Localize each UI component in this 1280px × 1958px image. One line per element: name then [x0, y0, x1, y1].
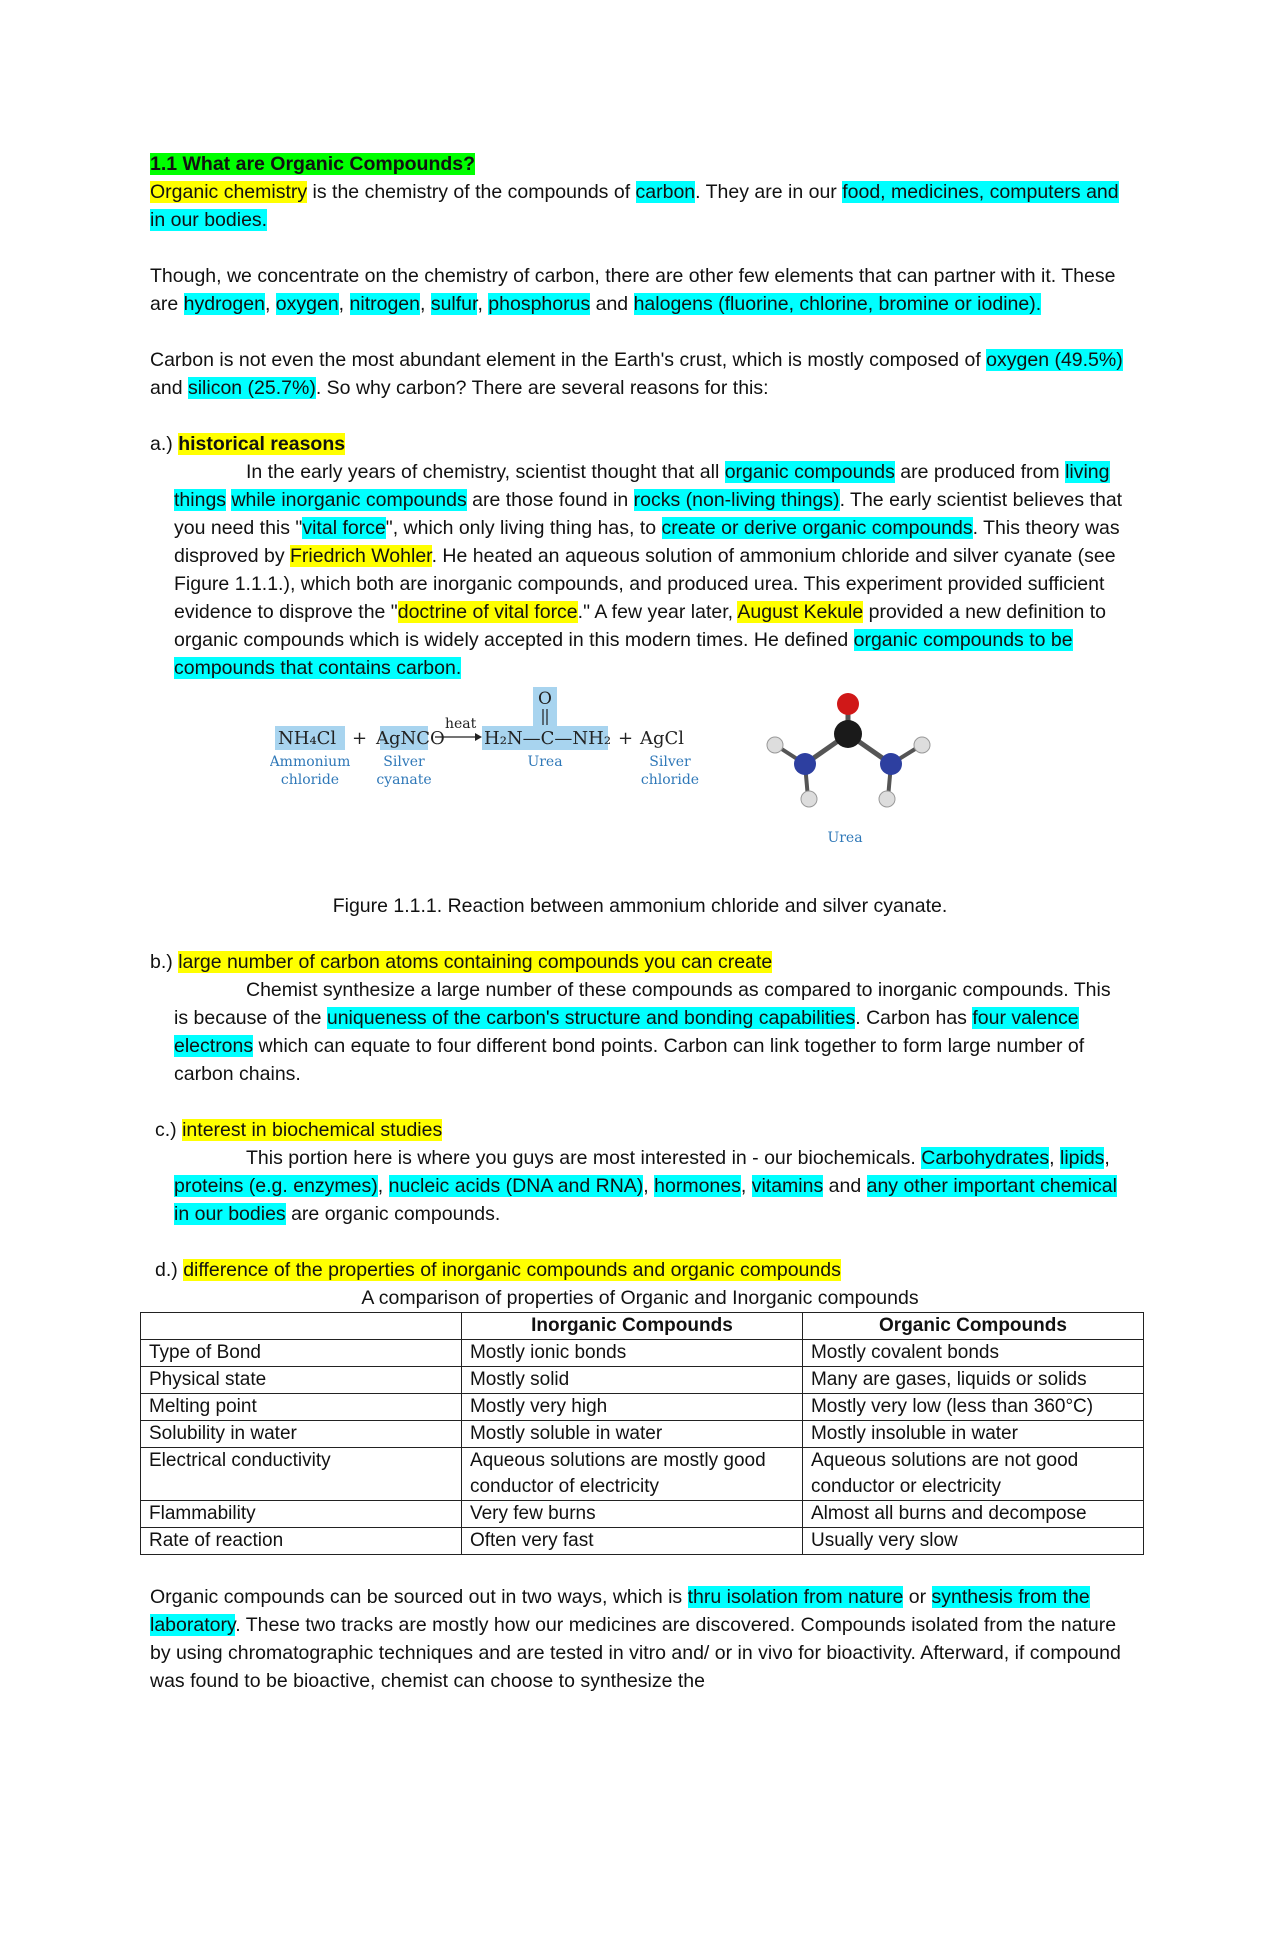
plus-sign: + [618, 728, 634, 749]
cyanate-label: cyanate [376, 772, 432, 788]
hydrogen-atom [767, 737, 783, 753]
text: , [477, 293, 489, 315]
text: . These two tracks are mostly how our medicines are discovered. Compounds isolated from the nature by using chromatographic techniques and are tested in vitro and/ or in vivo for bioactivity. Afterward, if compound was found to be bioactive, chemist can choose to synthesize the [150, 1614, 1121, 1692]
oxygen-atom [837, 693, 859, 715]
text: , [377, 1175, 389, 1197]
highlight-isolation: thru isolation from nature [687, 1586, 904, 1608]
text: Carbon is not even the most abundant element in the Earth's crust, which is mostly composed of [150, 349, 987, 371]
text: . So why carbon? There are several reasons for this: [315, 377, 769, 399]
section-heading [150, 150, 1130, 178]
table-cell: Physical state [141, 1367, 462, 1394]
highlight: vitamins [751, 1175, 824, 1197]
highlight: living things [174, 461, 1110, 511]
table-cell: Mostly insoluble in water [802, 1421, 1143, 1448]
table-row [141, 1394, 1144, 1421]
table-cell: Mostly covalent bonds [802, 1340, 1143, 1367]
text: are produced from [894, 461, 1066, 483]
reaction-equation [270, 682, 790, 812]
text: . They are in our [695, 181, 843, 203]
table-row [141, 1421, 1144, 1448]
highlight-organic-chemistry: Organic chemistry [150, 181, 308, 203]
agnco-formula: AgNCO [376, 728, 445, 749]
text: , [1104, 1147, 1110, 1169]
highlight: organic compounds [724, 461, 895, 483]
section-b-title [150, 948, 1130, 976]
text: or [903, 1586, 932, 1608]
silver-label: Silver [649, 754, 691, 770]
table-cell: Flammability [141, 1501, 462, 1528]
text: Though, we concentrate on the chemistry of carbon, there are other few elements that can partner with it. These are [150, 265, 1116, 315]
table-cell: Many are gases, liquids or solids [802, 1367, 1143, 1394]
oxygen-label: O [538, 689, 552, 709]
list-label: c.) [155, 1119, 183, 1141]
nh4cl-formula: NH₄Cl [278, 728, 337, 749]
table-cell: Aqueous solutions are mostly good conductor of electricity [461, 1448, 802, 1501]
highlight-title: historical reasons [178, 433, 346, 455]
highlight: while inorganic compounds [231, 489, 467, 511]
table-cell: Almost all burns and decompose [802, 1501, 1143, 1528]
text: In the early years of chemistry, scientist thought that all [246, 461, 725, 483]
silver-label: Silver [383, 754, 425, 770]
table-row [141, 1501, 1144, 1528]
highlight: vital force [302, 517, 386, 539]
table-cell: Rate of reaction [141, 1528, 462, 1555]
table-cell: Usually very slow [802, 1528, 1143, 1555]
highlight-title: difference of the properties of inorganic compounds and organic compounds [183, 1259, 841, 1281]
table-cell: Mostly soluble in water [461, 1421, 802, 1448]
list-label: a.) [150, 433, 179, 455]
highlight: lipids [1059, 1147, 1105, 1169]
text: , [264, 293, 276, 315]
urea-label: Urea [527, 754, 563, 770]
text: , [338, 293, 350, 315]
highlight-hydrogen: hydrogen [183, 293, 265, 315]
highlight-kekule: August Kekule [737, 601, 864, 623]
hydrogen-atom [914, 737, 930, 753]
paragraph-elements [150, 262, 1130, 318]
highlight-synthesis: synthesis from the laboratory [150, 1586, 1090, 1636]
chloride-label: chloride [280, 772, 340, 788]
table-cell: Mostly very high [461, 1394, 802, 1421]
urea-molecule-model [760, 682, 960, 872]
highlight-nitrogen: nitrogen [349, 293, 420, 315]
paragraph-abundance [150, 346, 1130, 402]
table-cell: Very few burns [461, 1501, 802, 1528]
molecule-label: Urea [827, 830, 863, 846]
section-a-body [150, 458, 1130, 682]
highlight-oxygen-percent: oxygen (49.5%) [986, 349, 1123, 371]
paragraph-sources [150, 1583, 1130, 1695]
chloride-label: chloride [640, 772, 700, 788]
hydrogen-atom [801, 791, 817, 807]
text: . He heated an aqueous solution of ammonium chloride and silver cyanate (see Figure 1.1.1.), which both are inorganic compounds, and produced urea. This experiment provided sufficient evidence to disprove the " [174, 545, 1116, 623]
text: , [643, 1175, 655, 1197]
table-cell: Often very fast [461, 1528, 802, 1555]
highlight-title: interest in biochemical studies [182, 1119, 443, 1141]
highlight-wohler: Friedrich Wohler [289, 545, 432, 567]
highlight: Carbohydrates [921, 1147, 1050, 1169]
section-c-body [150, 1144, 1130, 1228]
text: Chemist synthesize a large number of these compounds as compared to inorganic compounds. This is because of the [174, 979, 1111, 1029]
text: ." A few year later, [577, 601, 738, 623]
section-c-title [150, 1116, 1130, 1144]
text: which can equate to four different bond points. Carbon can link together to form large number of carbon chains. [174, 1035, 1085, 1085]
text: , [740, 1175, 752, 1197]
carbon-atom [834, 720, 862, 748]
text: provided a new definition to organic compounds which is widely accepted in this modern times. He defined [174, 601, 1107, 651]
highlight-sulfur: sulfur [430, 293, 478, 315]
paragraph-intro [150, 178, 1130, 234]
table-row [141, 1528, 1144, 1555]
highlight: proteins (e.g. enzymes) [174, 1175, 378, 1197]
highlight: any other important chemical in our bodies [174, 1175, 1117, 1225]
text: , [1049, 1147, 1060, 1169]
highlight-oxygen: oxygen [275, 293, 339, 315]
arrowhead [475, 733, 482, 741]
section-b-body [150, 976, 1130, 1088]
table-cell: Aqueous solutions are not good conductor or electricity [802, 1448, 1143, 1501]
table-row [141, 1340, 1144, 1367]
text: and [590, 293, 634, 315]
text: is the chemistry of the compounds of [307, 181, 636, 203]
heat-label: heat [445, 716, 477, 732]
highlight: hormones [654, 1175, 741, 1197]
comparison-table [140, 1312, 1144, 1555]
highlight-vital-force: doctrine of vital force [397, 601, 578, 623]
table-caption: A comparison of properties of Organic and Inorganic compounds [361, 1287, 919, 1309]
text: . The early scientist believes that you need this " [174, 489, 1123, 539]
heading-text: 1.1 What are Organic Compounds? [150, 153, 476, 175]
text: This portion here is where you guys are most interested in - our biochemicals. [246, 1147, 922, 1169]
document-page [150, 150, 1130, 1695]
table-row [141, 1448, 1144, 1501]
list-label: d.) [155, 1259, 184, 1281]
table-header [141, 1313, 462, 1340]
list-label: b.) [150, 951, 179, 973]
highlight-uses: food, medicines, computers and in our bodies. [150, 181, 1119, 231]
agcl-formula: AgCl [640, 728, 685, 749]
table-header: Inorganic Compounds [461, 1313, 802, 1340]
text: , [419, 293, 431, 315]
table-cell: Melting point [141, 1394, 462, 1421]
section-a-title [150, 430, 1130, 458]
table-header-row [141, 1313, 1144, 1340]
highlight-silicon-percent: silicon (25.7%) [187, 377, 316, 399]
highlight-halogens: halogens (fluorine, chlorine, bromine or iodine). [633, 293, 1042, 315]
highlight-title: large number of carbon atoms containing compounds you can create [178, 951, 773, 973]
highlight: organic compounds to be compounds that contains carbon. [174, 629, 1073, 679]
text: are organic compounds. [285, 1203, 501, 1225]
figure-reaction [270, 682, 1030, 892]
table-header: Organic Compounds [802, 1313, 1143, 1340]
highlight: four valence electrons [174, 1007, 1079, 1057]
highlight-phosphorus: phosphorus [488, 293, 591, 315]
text: and [823, 1175, 867, 1197]
text: . Carbon has [855, 1007, 973, 1029]
text: Organic compounds can be sourced out in two ways, which is [150, 1586, 688, 1608]
figure-caption: Figure 1.1.1. Reaction between ammonium chloride and silver cyanate. [332, 895, 948, 917]
nitrogen-atom [880, 753, 902, 775]
plus-sign: + [352, 728, 368, 749]
table-cell: Mostly solid [461, 1367, 802, 1394]
table-cell: Solubility in water [141, 1421, 462, 1448]
ammonium-label: Ammonium [270, 754, 351, 770]
table-cell: Mostly ionic bonds [461, 1340, 802, 1367]
text: and [150, 377, 188, 399]
text: . This theory was disproved by [174, 517, 1120, 567]
section-d-title [150, 1256, 1130, 1284]
text: ", which only living thing has, to [385, 517, 662, 539]
nitrogen-atom [794, 753, 816, 775]
table-cell: Mostly very low (less than 360°C) [802, 1394, 1143, 1421]
highlight: uniqueness of the carbon's structure and bonding capabilities [326, 1007, 856, 1029]
text: are those found in [466, 489, 634, 511]
highlight: rocks (non-living things) [633, 489, 840, 511]
urea-formula: H₂N—C—NH₂ [484, 728, 612, 749]
highlight: create or derive organic compounds [661, 517, 973, 539]
highlight: nucleic acids (DNA and RNA) [388, 1175, 644, 1197]
table-cell: Type of Bond [141, 1340, 462, 1367]
table-cell: Electrical conductivity [141, 1448, 462, 1501]
highlight-carbon: carbon [635, 181, 696, 203]
hydrogen-atom [879, 791, 895, 807]
table-row [141, 1367, 1144, 1394]
